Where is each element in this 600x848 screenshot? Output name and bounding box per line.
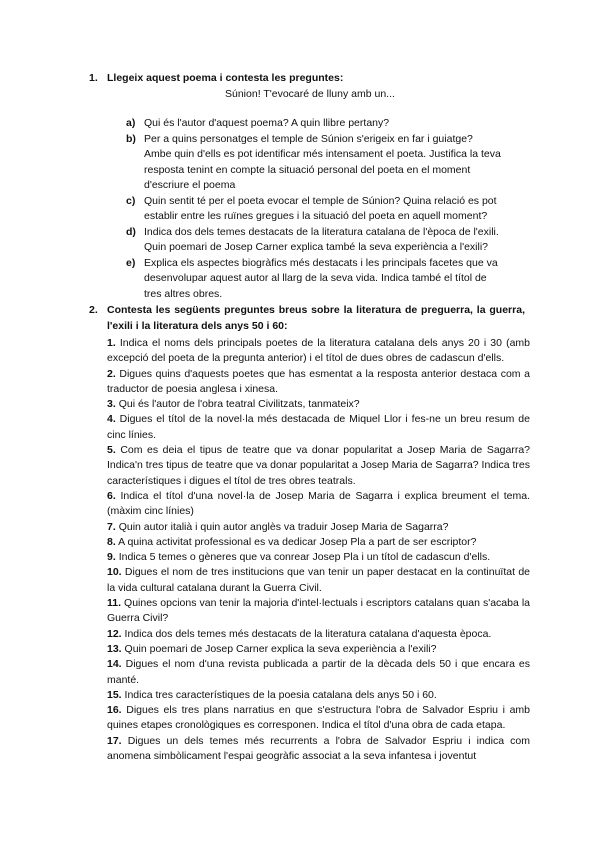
short-question-item (107, 642, 530, 657)
subquestion-letter: e) (126, 256, 136, 269)
short-question-item (107, 627, 530, 642)
short-question-text: Quin poemari de Josep Carner explica la seva experiència a l'exili? (124, 642, 437, 655)
subquestion-line: Explica els aspectes biogràfics més destacats i les principals facetes que va (144, 256, 498, 269)
short-question-number: 8. (107, 535, 116, 548)
question-1-title: Llegeix aquest poema i contesta les preguntes: (107, 72, 344, 84)
short-question-text: Indica dos dels temes més destacats de la literatura catalana d'aquesta època. (124, 627, 492, 640)
subquestion-item (126, 256, 530, 303)
short-question-number: 13. (107, 642, 122, 655)
short-question-item (107, 550, 530, 565)
short-question-item (107, 535, 530, 550)
subquestion-letter: c) (126, 194, 136, 207)
short-question-text: Qui és l'autor de l'obra teatral Civilitzats, tanmateix? (118, 398, 360, 411)
short-question-text: Digues el títol de la novel·la més destacada de Miquel Llor i fes-ne un breu resum de cinc línies. (107, 413, 530, 441)
short-question-number: 17. (107, 734, 122, 747)
question-2-number: 2. (89, 304, 98, 316)
short-question-item (107, 489, 530, 520)
subquestion-line: Quin sentit té per el poeta evocar el temple de Súnion? Quina relació es pot (144, 194, 497, 207)
subquestion-letter: b) (126, 132, 136, 145)
short-question-number: 14. (107, 658, 122, 671)
short-question-text: Digues el nom d'una revista publicada a partir de la dècada dels 50 i que encara es manté. (107, 658, 531, 686)
short-question-item (107, 688, 530, 703)
short-question-text: A quina activitat professional es va dedicar Josep Pla a part de ser escriptor? (118, 535, 477, 548)
subquestion-item (126, 225, 530, 256)
subquestion-item (126, 132, 530, 194)
short-question-number: 3. (107, 398, 116, 411)
subquestion-line: Qui és l'autor d'aquest poema? A quin llibre pertany? (144, 117, 390, 129)
short-question-item (107, 703, 530, 734)
short-question-number: 16. (107, 704, 122, 717)
short-question-text: Com es deia el tipus de teatre que va donar popularitat a Josep Maria de Sagarra? Indica'n tres tipus de teatre que va donar popularitat a Josep Maria de Sagarra? Indica tres característiques i digues el títol de tres obres teatrals. (107, 444, 531, 487)
subquestion-line: tres altres obres. (144, 287, 223, 300)
question-2-title: Contesta les següents preguntes breus sobre la literatura de preguerra, la guerra, l'exili i la literatura dels anys 50 i 60: (107, 304, 525, 332)
short-question-text: Quines opcions van tenir la majoria d'intel·lectuals i escriptors catalans quan s'acaba la Guerra Civil? (107, 597, 530, 625)
short-question-item (107, 336, 530, 367)
subquestion-line: establir entre les ruïnes gregues i la situació del poeta en aquell moment? (144, 210, 488, 222)
subquestion-line: Ambe quin d'ells es pot identificar més intensament el poeta. Justifica la teva (144, 148, 501, 160)
short-question-item (107, 734, 530, 765)
subquestion-item (126, 116, 530, 132)
subquestion-item (126, 194, 530, 225)
short-question-text: Digues el nom de tres institucions que van tenir un paper destacat en la continuïtat de la vida cultural catalana durant la Guerra Civil. (107, 566, 530, 594)
short-question-item (107, 412, 530, 443)
short-question-text: Digues un dels temes més recurrents a l'obra de Salvador Espriu i indica com anomena simbòlicament l'espai geogràfic associat a la seva infantesa i joventut (107, 734, 530, 763)
short-question-number: 11. (107, 597, 122, 610)
question-2-list (107, 336, 530, 764)
short-question-number: 7. (107, 520, 116, 533)
question-2-heading (89, 303, 529, 334)
short-question-number: 15. (107, 688, 122, 701)
subquestion-letter: a) (126, 117, 136, 129)
short-question-item (107, 397, 530, 412)
short-question-number: 1. (107, 337, 116, 349)
subquestion-line: Quin poemari de Josep Carner explica també la seva experiència a l'exili? (144, 241, 489, 253)
subquestion-line: Per a quins personatges el temple de Súnion s'erigeix en far i guiatge? (144, 132, 473, 145)
short-question-number: 9. (107, 551, 116, 564)
short-question-item (107, 657, 530, 688)
short-question-item (107, 565, 530, 596)
question-1-heading (89, 71, 529, 87)
short-question-text: Indica tres característiques de la poesia catalana dels anys 50 i 60. (124, 688, 437, 701)
short-question-number: 6. (107, 489, 116, 502)
short-question-number: 12. (107, 627, 122, 640)
subquestion-line: d'escriure el poema (144, 179, 236, 191)
question-1-number: 1. (89, 72, 98, 84)
short-question-text: Digues els tres plans narratius en que s'estructura l'obra de Salvador Espriu i amb quines etapes cronològiques es corresponen. Indica el títol d'una obra de cada etapa. (107, 704, 530, 732)
short-question-number: 2. (107, 367, 116, 380)
subquestion-letter: d) (126, 225, 136, 238)
short-question-text: Indica 5 temes o gèneres que va conrear Josep Pla i un títol de cadascun d'ells. (118, 551, 491, 564)
poem-first-line: Súnion! T'evocaré de lluny amb un... (225, 88, 395, 100)
short-question-text: Digues quins d'aquests poetes que has esmentat a la resposta anterior destaca com a traductor de poesia anglesa i xinesa. (107, 367, 530, 395)
short-question-number: 4. (107, 413, 116, 426)
short-question-text: Quin autor italià i quin autor anglès va traduir Josep Maria de Sagarra? (118, 520, 449, 533)
short-question-number: 10. (107, 566, 122, 579)
short-question-item (107, 443, 530, 489)
subquestion-line: Indica dos dels temes destacats de la literatura catalana de l'època de l'exili. (144, 225, 499, 238)
subquestion-line: resposta tenint en compte la situació personal del poeta en el moment (144, 163, 471, 176)
short-question-item (107, 367, 530, 398)
short-question-text: Indica el títol d'una novel·la de Josep Maria de Sagarra i explica breument el tema.(màxim cinc línies) (107, 489, 530, 518)
subquestion-line: desenvolupar aquest autor al llarg de la seva vida. Indica també el títol de (144, 272, 487, 284)
short-question-number: 5. (107, 444, 116, 457)
short-question-item (107, 520, 530, 535)
question-1-subquestions (126, 116, 530, 302)
short-question-item (107, 596, 530, 627)
short-question-text: Indica el noms dels principals poetes de la literatura catalana dels anys 20 i 30 (amb excepció del poeta de la pregunta anterior) i el títol de dues obres de cadascun d'ells. (107, 337, 530, 365)
